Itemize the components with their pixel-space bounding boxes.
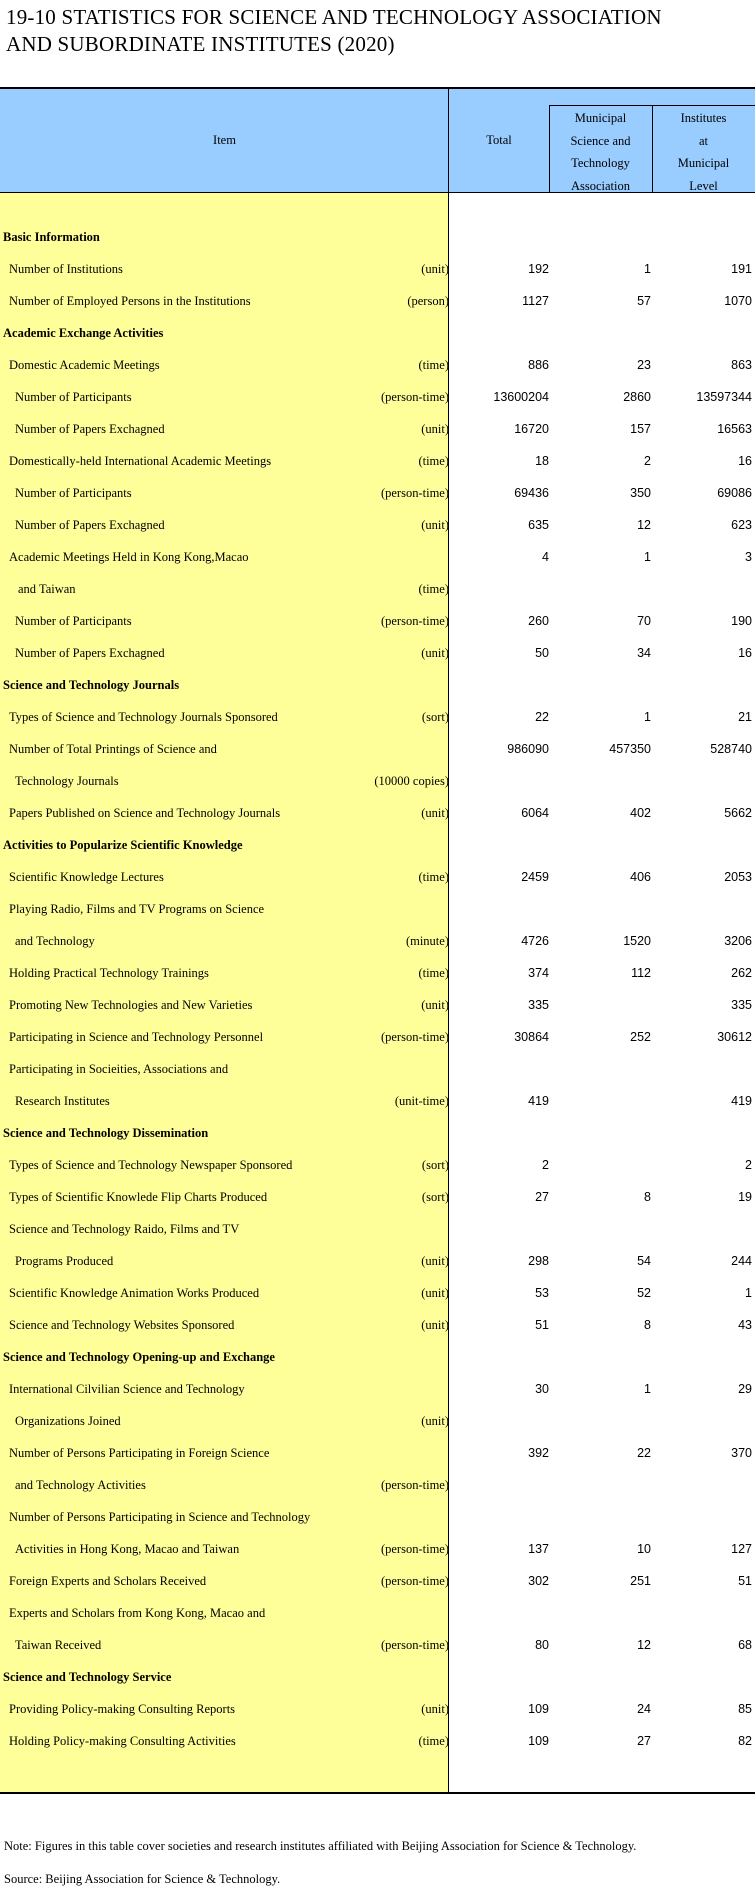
row-unit: (time) [418, 966, 449, 980]
row-unit: (unit) [421, 1414, 449, 1428]
total-value: 635 [528, 518, 549, 532]
row-label: Number of Participants [15, 614, 132, 628]
institutes-value: 262 [731, 966, 752, 980]
row-label: Promoting New Technologies and New Varieties [9, 998, 253, 1012]
institutes-value: 13597344 [696, 390, 752, 404]
row-label: Number of Institutions [9, 262, 123, 276]
table-row [0, 1182, 755, 1214]
row-unit: (person-time) [380, 1542, 449, 1556]
total-value: 50 [535, 646, 549, 660]
row-label: Number of Participants [15, 390, 132, 404]
row-label: Holding Practical Technology Trainings [9, 966, 209, 980]
table-row [0, 894, 755, 926]
row-label: and Technology [15, 934, 95, 948]
header-institutes-line: Level [689, 178, 718, 193]
municipal-value: 2860 [623, 390, 651, 404]
row-label: Holding Policy-making Consulting Activities [9, 1734, 236, 1748]
institutes-value: 191 [731, 262, 752, 276]
table-row [0, 638, 755, 670]
institutes-value: 370 [731, 1446, 752, 1460]
row-label: Technology Journals [15, 774, 119, 788]
row-unit: (person-time) [380, 1478, 449, 1492]
municipal-value: 402 [630, 806, 651, 820]
total-value: 22 [535, 710, 549, 724]
total-value: 30864 [514, 1030, 549, 1044]
table-row [0, 1086, 755, 1118]
table-row [0, 1374, 755, 1406]
total-value: 27 [535, 1190, 549, 1204]
institutes-value: 2 [745, 1158, 752, 1172]
table-row [0, 702, 755, 734]
table-row [0, 1310, 755, 1342]
municipal-column-rule [549, 105, 550, 193]
institutes-value: 5662 [724, 806, 752, 820]
table-row [0, 926, 755, 958]
row-unit: (time) [418, 358, 449, 372]
page-title [6, 4, 662, 58]
row-label: Participating in Socieities, Associations and [9, 1062, 229, 1076]
section-label: Science and Technology Opening-up and Exchange [3, 1350, 275, 1364]
footnotes [4, 1830, 636, 1896]
municipal-value: 8 [644, 1318, 651, 1332]
table-row [0, 766, 755, 798]
header-municipal-line: Science and [570, 133, 631, 148]
title-line-1: 19-10 STATISTICS FOR SCIENCE AND TECHNOLOGY ASSOCIATION [6, 5, 662, 29]
section-label: Activities to Popularize Scientific Knowledge [3, 838, 243, 852]
row-label: Foreign Experts and Scholars Received [9, 1574, 207, 1588]
table-row [0, 1054, 755, 1086]
table-row [0, 1438, 755, 1470]
institutes-value: 19 [738, 1190, 752, 1204]
municipal-value: 12 [637, 1638, 651, 1652]
table-row [0, 382, 755, 414]
header-municipal [549, 107, 652, 197]
row-unit: (unit) [421, 998, 449, 1012]
row-unit: (unit) [421, 646, 449, 660]
institutes-value: 16563 [717, 422, 752, 436]
header-institutes-line: Municipal [677, 156, 730, 170]
total-value: 109 [528, 1702, 549, 1716]
institutes-value: 3 [745, 550, 752, 564]
title-line-2: AND SUBORDINATE INSTITUTES (2020) [6, 32, 395, 56]
total-value: 2 [542, 1158, 549, 1172]
municipal-value: 34 [637, 646, 651, 660]
row-label: Types of Science and Technology Journals Sponsored [9, 710, 278, 724]
institutes-value: 2053 [724, 870, 752, 884]
municipal-value: 252 [630, 1030, 651, 1044]
row-label: and Technology Activities [15, 1478, 146, 1492]
total-value: 109 [528, 1734, 549, 1748]
row-unit: (unit) [421, 806, 449, 820]
institutes-value: 21 [738, 710, 752, 724]
table-row [0, 1470, 755, 1502]
table-row [0, 286, 755, 318]
institutes-value: 623 [731, 518, 752, 532]
municipal-value: 10 [637, 1542, 651, 1556]
row-unit: (unit) [421, 1254, 449, 1268]
row-unit: (unit-time) [394, 1094, 449, 1108]
table-row [0, 446, 755, 478]
row-label: Playing Radio, Films and TV Programs on Science [9, 902, 265, 916]
institutes-value: 16 [738, 646, 752, 660]
institutes-value: 244 [731, 1254, 752, 1268]
header-municipal-line: Association [570, 178, 631, 193]
row-label: Types of Science and Technology Newspaper Sponsored [9, 1158, 293, 1172]
bottom-rule [0, 1792, 755, 1794]
institutes-value: 51 [738, 1574, 752, 1588]
total-value: 886 [528, 358, 549, 372]
note-text: Note: Figures in this table cover societies and research institutes affiliated with Beijing Association for Science & Technology. [4, 1839, 637, 1853]
header-total: Total [486, 133, 512, 147]
row-label: and Taiwan [18, 582, 76, 596]
table-row [0, 990, 755, 1022]
row-label: Participating in Science and Technology Personnel [9, 1030, 264, 1044]
table-row [0, 254, 755, 286]
section-label: Science and Technology Journals [3, 678, 180, 692]
row-unit: (person) [407, 294, 449, 308]
total-value: 4726 [521, 934, 549, 948]
row-label: Experts and Scholars from Kong Kong, Macao and [9, 1606, 266, 1620]
total-value: 30 [535, 1382, 549, 1396]
row-unit: (time) [418, 454, 449, 468]
row-unit: (person-time) [380, 1638, 449, 1652]
table-row [0, 1598, 755, 1630]
table-row [0, 542, 755, 574]
header-institutes [652, 107, 755, 197]
municipal-value: 57 [637, 294, 651, 308]
row-label: Academic Meetings Held in Kong Kong,Macao [9, 550, 249, 564]
row-label: Number of Employed Persons in the Institutions [9, 294, 251, 308]
institutes-value: 68 [738, 1638, 752, 1652]
municipal-value: 1520 [623, 934, 651, 948]
top-rule [0, 87, 755, 89]
row-unit: (person-time) [380, 486, 449, 500]
institutes-value: 190 [731, 614, 752, 628]
table-header [0, 87, 755, 193]
row-label: Organizations Joined [15, 1414, 121, 1428]
total-value: 80 [535, 1638, 549, 1652]
total-value: 13600204 [493, 390, 549, 404]
table-row [0, 1278, 755, 1310]
institutes-value: 127 [731, 1542, 752, 1556]
total-value: 1127 [522, 294, 549, 308]
institutes-value: 863 [731, 358, 752, 372]
total-value: 51 [535, 1318, 549, 1332]
table-row [0, 1534, 755, 1566]
section-heading-row [0, 318, 755, 350]
row-label: Activities in Hong Kong, Macao and Taiwan [15, 1542, 240, 1556]
row-label: International Cilvilian Science and Technology [9, 1382, 245, 1396]
total-value: 260 [528, 614, 549, 628]
municipal-value: 12 [637, 518, 651, 532]
table-row [0, 734, 755, 766]
section-label: Science and Technology Service [3, 1670, 172, 1684]
table-row [0, 1566, 755, 1598]
table-row [0, 606, 755, 638]
section-heading-row [0, 1118, 755, 1150]
table-row [0, 862, 755, 894]
total-value: 298 [528, 1254, 549, 1268]
institutes-value: 30612 [717, 1030, 752, 1044]
table-row [0, 1726, 755, 1758]
header-institutes-line: Institutes [680, 111, 727, 125]
total-value: 4 [542, 550, 549, 564]
table-row [0, 1150, 755, 1182]
row-label: Papers Published on Science and Technology Journals [9, 806, 281, 820]
total-value: 335 [528, 998, 549, 1012]
table-row [0, 1246, 755, 1278]
table-row [0, 414, 755, 446]
table-row [0, 574, 755, 606]
total-value: 2459 [521, 870, 549, 884]
institutes-value: 85 [738, 1702, 752, 1716]
row-label: Number of Participants [15, 486, 132, 500]
row-unit: (unit) [421, 1318, 449, 1332]
header-bottom-rule [0, 192, 755, 193]
row-label: Number of Persons Participating in Science and Technology [9, 1510, 311, 1524]
institutes-value: 82 [738, 1734, 752, 1748]
row-label: Scientific Knowledge Animation Works Produced [9, 1286, 260, 1300]
section-heading-row [0, 1662, 755, 1694]
row-unit: (minute) [405, 934, 449, 948]
section-label: Basic Information [3, 230, 100, 244]
municipal-value: 27 [637, 1734, 651, 1748]
total-value: 302 [528, 1574, 549, 1588]
row-unit: (time) [418, 1734, 449, 1748]
municipal-value: 2 [644, 454, 651, 468]
municipal-value: 1 [644, 262, 651, 276]
row-unit: (sort) [421, 710, 449, 724]
row-unit: (sort) [421, 1158, 449, 1172]
header-item: Item [213, 133, 236, 147]
table-row [0, 1406, 755, 1438]
total-value: 16720 [514, 422, 549, 436]
institutes-value: 16 [738, 454, 752, 468]
total-value: 137 [528, 1542, 549, 1556]
row-label: Types of Scientific Knowlede Flip Charts Produced [9, 1190, 268, 1204]
institutes-value: 69086 [717, 486, 752, 500]
municipal-value: 457350 [609, 742, 651, 756]
section-heading-row [0, 830, 755, 862]
institutes-value: 29 [738, 1382, 752, 1396]
municipal-value: 22 [637, 1446, 651, 1460]
row-unit: (person-time) [380, 390, 449, 404]
municipal-value: 52 [637, 1286, 651, 1300]
institutes-value: 528740 [710, 742, 752, 756]
institutes-value: 43 [738, 1318, 752, 1332]
total-value: 986090 [507, 742, 549, 756]
municipal-value: 70 [637, 614, 651, 628]
total-value: 392 [528, 1446, 549, 1460]
table-row [0, 1694, 755, 1726]
municipal-value: 112 [631, 966, 651, 980]
municipal-value: 1 [644, 1382, 651, 1396]
row-label: Scientific Knowledge Lectures [9, 870, 164, 884]
row-unit: (person-time) [380, 1574, 449, 1588]
municipal-value: 406 [630, 870, 651, 884]
row-unit: (10000 copies) [374, 774, 449, 788]
row-unit: (unit) [421, 1286, 449, 1300]
row-label: Number of Papers Exchagned [15, 422, 165, 436]
institutes-value: 3206 [724, 934, 752, 948]
total-value: 6064 [521, 806, 549, 820]
municipal-value: 54 [637, 1254, 651, 1268]
section-label: Science and Technology Dissemination [3, 1126, 209, 1140]
row-unit: (person-time) [380, 614, 449, 628]
municipal-value: 24 [637, 1702, 651, 1716]
header-municipal-line: Municipal [574, 111, 627, 125]
table-row [0, 1022, 755, 1054]
municipal-value: 8 [644, 1190, 651, 1204]
section-heading-row [0, 222, 755, 254]
row-unit: (unit) [421, 1702, 449, 1716]
municipal-value: 251 [630, 1574, 651, 1588]
total-value: 192 [528, 262, 549, 276]
row-unit: (time) [418, 582, 449, 596]
municipal-value: 1 [644, 550, 651, 564]
row-unit: (unit) [421, 518, 449, 532]
table-row [0, 510, 755, 542]
section-heading-row [0, 670, 755, 702]
institutes-value: 335 [731, 998, 752, 1012]
row-unit: (unit) [421, 422, 449, 436]
total-value: 18 [535, 454, 549, 468]
institutes-value: 419 [731, 1094, 752, 1108]
section-heading-row [0, 1342, 755, 1374]
table-row [0, 350, 755, 382]
total-value: 419 [528, 1094, 549, 1108]
table-row [0, 1214, 755, 1246]
row-label: Number of Papers Exchagned [15, 646, 165, 660]
total-value: 69436 [514, 486, 549, 500]
municipal-value: 1 [644, 710, 651, 724]
row-label: Programs Produced [15, 1254, 114, 1268]
header-municipal-line: Technology [571, 156, 630, 170]
table-row [0, 478, 755, 510]
table-row [0, 1630, 755, 1662]
total-value: 53 [535, 1286, 549, 1300]
table-row [0, 798, 755, 830]
row-unit: (person-time) [380, 1030, 449, 1044]
table-row [0, 1502, 755, 1534]
row-unit: (unit) [421, 262, 449, 276]
municipal-value: 23 [637, 358, 651, 372]
source-text: Source: Beijing Association for Science & Technology. [4, 1872, 281, 1886]
row-label: Number of Total Printings of Science and [9, 742, 217, 756]
total-value: 374 [528, 966, 549, 980]
row-label: Science and Technology Raido, Films and TV [9, 1222, 240, 1236]
institutes-column-rule [652, 105, 653, 193]
row-label: Number of Papers Exchagned [15, 518, 165, 532]
section-label: Academic Exchange Activities [3, 326, 164, 340]
institutes-value: 1070 [724, 294, 752, 308]
row-label: Science and Technology Websites Sponsored [9, 1318, 235, 1332]
municipal-value: 350 [630, 486, 651, 500]
row-label: Taiwan Received [15, 1638, 102, 1652]
statistics-table [0, 87, 755, 1794]
row-label: Domestic Academic Meetings [9, 358, 160, 372]
row-unit: (sort) [421, 1190, 449, 1204]
row-label: Research Institutes [15, 1094, 110, 1108]
municipal-value: 157 [630, 422, 651, 436]
row-label: Providing Policy-making Consulting Reports [9, 1702, 236, 1716]
row-label: Domestically-held International Academic Meetings [9, 454, 272, 468]
institutes-value: 1 [745, 1286, 752, 1300]
header-institutes-line: at [698, 133, 709, 148]
row-unit: (time) [418, 870, 449, 884]
row-label: Number of Persons Participating in Foreign Science [9, 1446, 270, 1460]
table-row [0, 958, 755, 990]
